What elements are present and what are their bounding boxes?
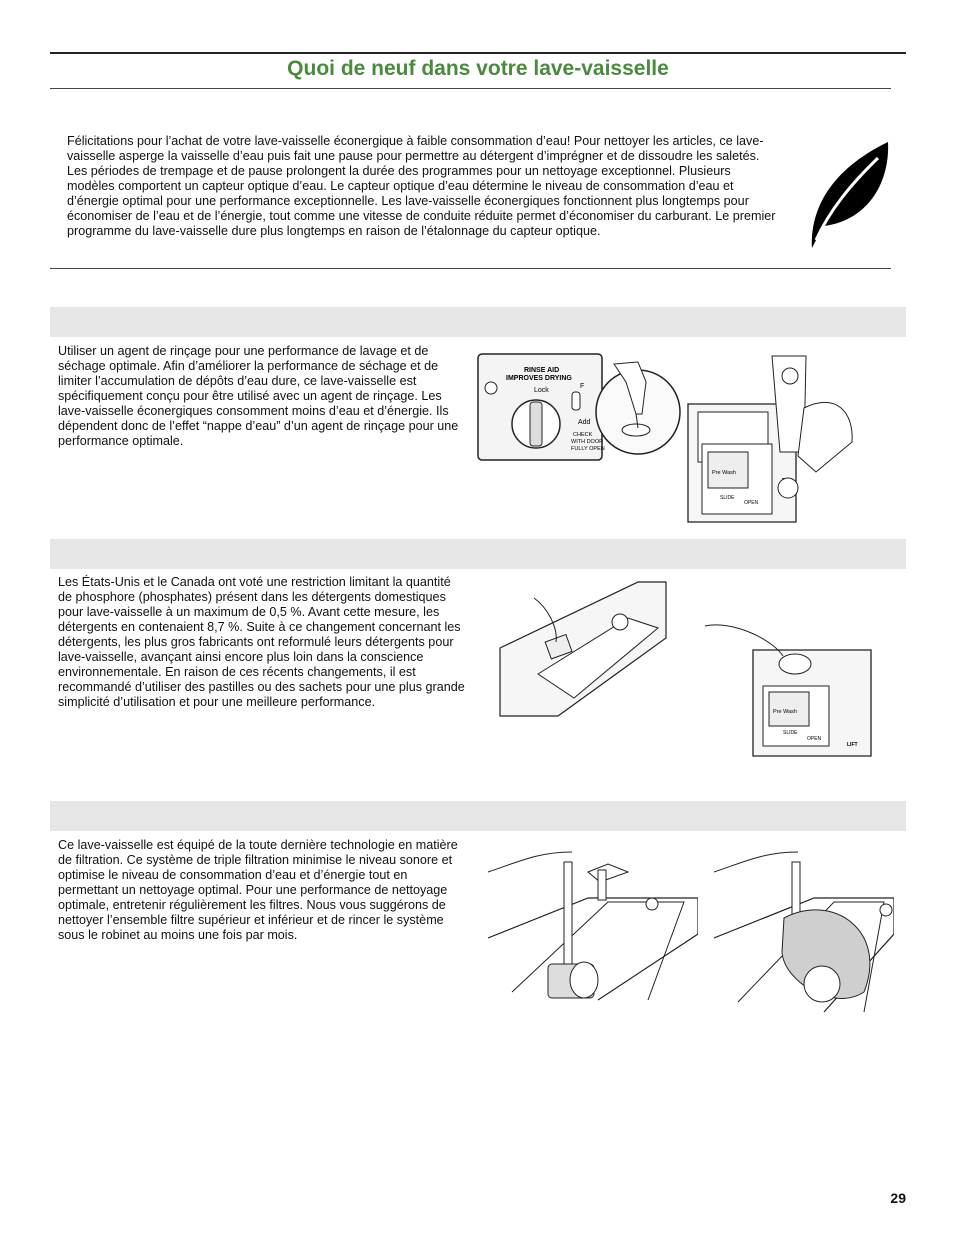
dial-label-add: Add <box>578 419 591 426</box>
dial-label-improves-drying: IMPROVES DRYING <box>506 375 572 382</box>
section-band-rinse-aid <box>50 307 906 337</box>
page-title: Quoi de neuf dans votre lave-vaisselle <box>287 57 669 80</box>
detergent-dispenser-illustration <box>703 600 873 760</box>
dial-label-check: CHECK <box>573 432 593 438</box>
section-band-filtration <box>50 801 906 831</box>
intro-bottom-rule <box>50 268 891 269</box>
dispenser-label-pre-wash: Pre Wash <box>712 470 736 476</box>
section-text-rinse-aid: Utiliser un agent de rinçage pour une performance de lavage et de séchage optimale. Afin d’améliorer la performance de séchage et de limiter l’accumulation de dépôts d’eau dure, ce lave-vaisselle est spécifiquement conçu pour être utilisé avec un agent de rinçage. Les lave-vaisselle éconergiques consomment moins d’eau et d’énergie. Ils dépendent donc de l’effet “nappe d’eau” d’un agent de rinçage pour une performance optimale. <box>58 344 459 448</box>
intro-paragraph: Félicitations pour l’achat de votre lave-vaisselle éconergique à faible consommation d’eau! Pour nettoyer les articles, ce lave-vaisselle asperge la vaisselle d’eau puis fait une pause pour permettre au détergent d’imprégner et de dissoudre les saletés. Les périodes de trempage et de pause prolongent la durée des programmes pour un nettoyage exceptionnel. Plusieurs modèles comportent un capteur optique d’eau. Le capteur optique d’eau détermine le niveau de consommation d’eau et d’énergie optimal pour une performance exceptionnelle. Les lave-vaisselle éconergiques fonctionnent plus longtemps pour économiser de l’eau et de l’énergie, tout comme une vitesse de conduite réduite permet d’économiser du carburant. Le premier programme du lave-vaisselle dure plus longtemps en raison de l’étalonnage du capteur optique. <box>67 134 776 238</box>
top-rule <box>50 52 906 54</box>
section-text-filtration: Ce lave-vaisselle est équipé de la toute dernière technologie en matière de filtration. Ce système de triple filtration minimise le niveau sonore et optimise le niveau de consommation d’eau et d’énergie tout en permettant un nettoyage optimal. Pour une performance de nettoyage optimale, entretenir régulièrement les filtres. Nous vous suggérons de nettoyer l’ensemble filtre supérieur et inférieur et de rincer le système sous le robinet au moins une fois par mois. <box>58 838 458 942</box>
dispenser-label-open: OPEN <box>744 500 759 506</box>
leaf-icon <box>800 140 892 250</box>
dispenser2-label-pre-wash: Pre Wash <box>773 709 797 715</box>
upper-filter-rinse-illustration <box>488 842 698 1002</box>
dispenser2-label-lift: LIFT <box>847 742 858 748</box>
section-band-detergent <box>50 539 906 569</box>
detergent-tablet-illustration <box>498 578 668 718</box>
dial-label-with-door: WITH DOOR <box>571 439 604 445</box>
rinse-aid-dial-illustration <box>476 352 686 464</box>
section-text-detergent: Les États-Unis et le Canada ont voté une restriction limitant la quantité de phosphore (phosphates) présent dans les détergents domestiques pour lave-vaisselle à un maximum de 0,5 %. Avant cette mesure, les détergents en contenaient 8,7 %. Suite à ce changement concernant les détergents, les plus gros fabricants ont reformulé leurs détergents pour lave-vaisselle, avançant ainsi encore plus loin dans la conscience environnementale. En raison de ces récents changements, il est recommandé d’utiliser des pastilles ou des sachets pour une plus grande simplicité d’utilisation et pour une meilleure performance. <box>58 575 465 709</box>
lower-filter-rinse-illustration <box>714 842 894 1017</box>
dial-label-lock: Lock <box>534 387 549 394</box>
rinse-aid-dispenser-illustration <box>686 352 856 524</box>
dispenser2-label-open: OPEN <box>807 736 822 742</box>
dial-label-fully-open: FULLY OPEN <box>571 446 605 452</box>
page-number: 29 <box>890 1190 906 1206</box>
title-underline <box>50 88 891 89</box>
dispenser-label-slide: SLIDE <box>720 495 735 501</box>
dispenser2-label-slide: SLIDE <box>783 730 798 736</box>
dial-label-f: F <box>580 383 585 390</box>
dial-label-rinse-aid: RINSE AID <box>524 367 560 374</box>
